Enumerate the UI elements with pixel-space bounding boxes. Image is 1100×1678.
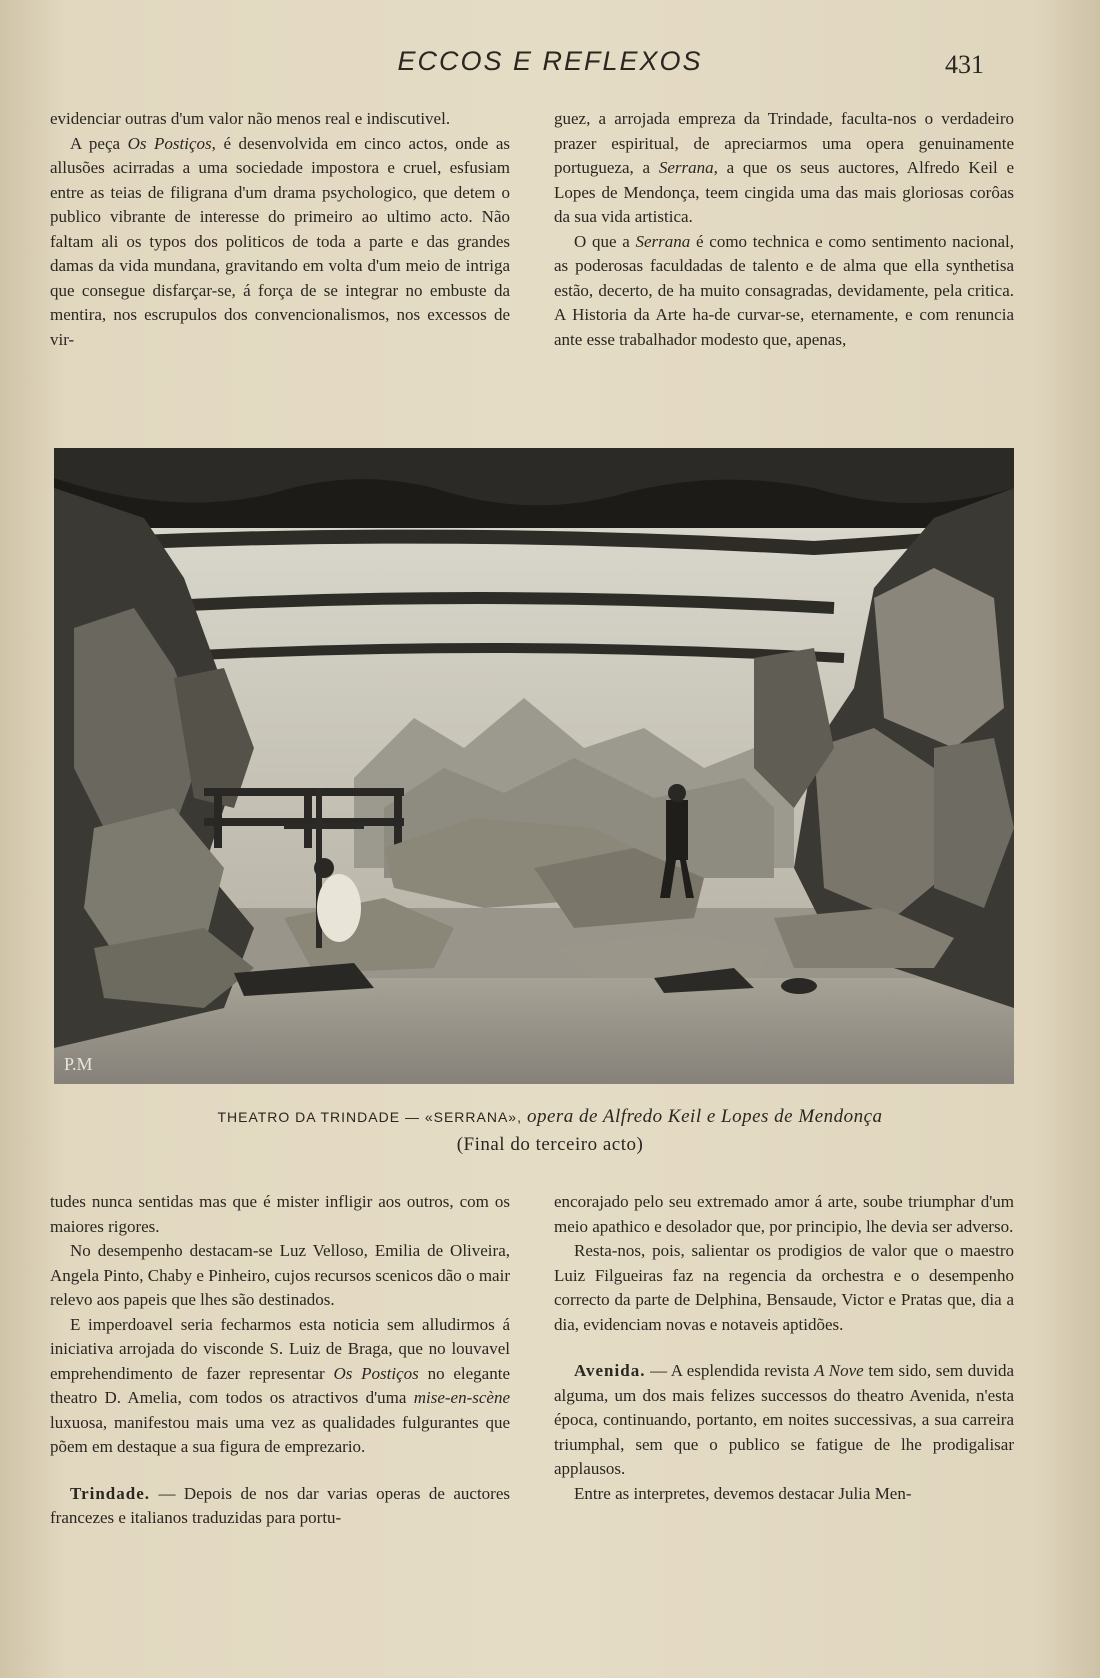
running-title: ECCOS E REFLEXOS [397, 46, 703, 76]
caption-subtitle: opera de Alfredo Keil e Lopes de Mendonça [526, 1106, 883, 1127]
paragraph: evidenciar outras d'um valor não menos real e indiscutivel. [50, 109, 451, 128]
page-number: 431 [945, 50, 984, 79]
paragraph: A peça Os Postiços, é desenvolvida em cinco actos, onde as allusões acirradas a uma sociedade impostora e cruel, esfusiam entre as teias de filigrana d'um drama psychologico, que detem o publico vibrante de interesse do primeiro ao ultimo acto. Não faltam ali os typos dos politicos de toda a parte e das grandes damas da vida mundana, gravitando em volta d'um meio de intriga que consegue disfarçar-se, á força de se integrar no embuste da mentira, nos escrupulos dos convencionalismos, nos excessos de vir- [50, 133, 511, 349]
paragraph: E imperdoavel seria fecharmos esta noticia sem alludirmos á iniciativa arrojada do visconde S. Luiz de Braga, que no louvavel emprehendimento de fazer representar Os Postiços no elegante theatro D. Amelia, com todos os atractivos d'uma mise-en-scène luxuosa, manifestou mais uma vez as qualidades fulgurantes que põem em destaque a sua figura de emprezario. [50, 1314, 510, 1456]
opera-title: Serrana [658, 158, 714, 177]
column-bottom-right [554, 1190, 1014, 1506]
section-heading-avenida: Avenida. [574, 1361, 646, 1380]
photographer-monogram: P.M [64, 1054, 93, 1074]
column-bottom-left [50, 1190, 510, 1531]
paragraph: encorajado pelo seu extremado amor á arte, soube triumphar d'um meio apathico e desolador que, por principio, lhe devia ser adverso. [554, 1192, 1014, 1236]
paragraph: Resta-nos, pois, salientar os prodigios de valor que o maestro Luiz Filgueiras faz na regencia da orchestra e o desempenho correcto da parte de Delphina, Bensaude, Victor e Pratas que, dia a dia, evidenciam novas e notaveis aptidões. [554, 1241, 1014, 1334]
paragraph: Avenida. — A esplendida revista A Nove tem sido, sem duvida alguma, um dos mais felizes successos do theatro Avenida, n'esta época, continuando, portanto, em noites successivas, a sua carreira triumphal, sem que o publico se fatigue de lhe prodigalisar applausos. [554, 1361, 1015, 1478]
revue-title: A Nove [814, 1361, 864, 1380]
photo-caption [0, 1106, 1100, 1128]
play-title: Os Postiços [333, 1363, 419, 1383]
column-top-right [554, 107, 1014, 352]
paragraph: No desempenho destacam-se Luz Velloso, Emilia de Oliveira, Angela Pinto, Chaby e Pinheiro, cujos recursos scenicos dão o mair relevo aos papeis que lhes são destinados. [50, 1241, 510, 1309]
paragraph: tudes nunca sentidas mas que é mister infligir aos outros, com os maiores rigores. [50, 1192, 510, 1236]
caption-title: THEATRO DA TRINDADE — «SERRANA», [217, 1109, 522, 1125]
paragraph: Entre as interpretes, devemos destacar Julia Men- [574, 1483, 912, 1503]
paragraph: guez, a arrojada empreza da Trindade, faculta-nos o verdadeiro prazer espiritual, de apreciarmos uma opera genuinamente portugueza, a Serrana, a que os seus auctores, Alfredo Keil e Lopes de Mendonça, teem cingida uma das mais gloriosas corôas da sua vida artistica. [554, 109, 1014, 226]
paragraph: Trindade. — Depois de nos dar varias operas de auctores francezes e italianos traduzidas para portu- [50, 1483, 510, 1527]
column-top-left [50, 107, 510, 352]
section-heading-trindade: Trindade. [70, 1483, 151, 1503]
play-title: Os Postiços [127, 133, 212, 153]
term: mise-en-scène [413, 1388, 510, 1407]
opera-title: Serrana [635, 231, 691, 251]
stage-photograph [54, 448, 1014, 1084]
paragraph: O que a Serrana é como technica e como sentimento nacional, as poderosas faculdadas de talento e de alma que ella synthetisa estão, decerto, de ha muito consagradas, devidamente, pela critica. A Historia da Arte ha-de curvar-se, eternamente, e com renuncia ante esse trabalhador modesto que, apenas, [554, 231, 1014, 349]
caption-act: (Final do terceiro acto) [456, 1134, 644, 1155]
